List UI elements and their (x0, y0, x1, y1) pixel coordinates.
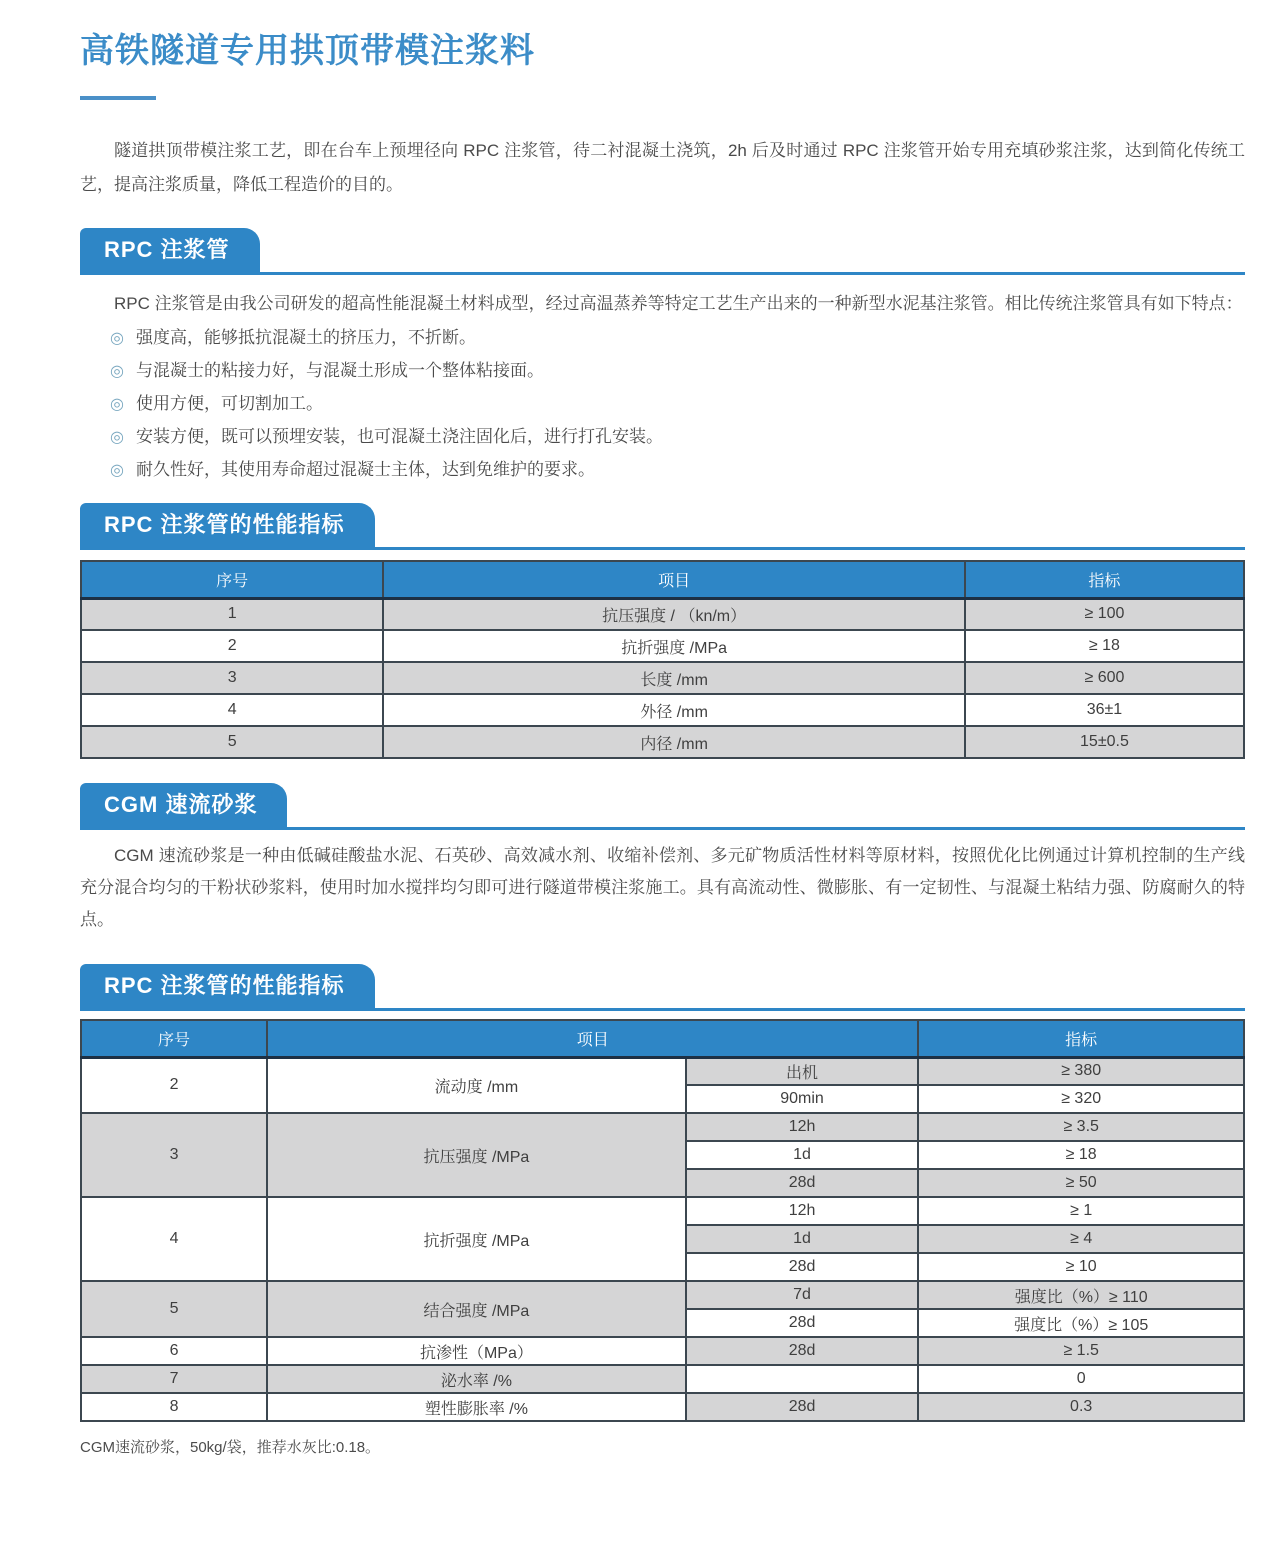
value-cell: ≥ 1 (918, 1197, 1244, 1225)
section-header-rpc-pipe (80, 228, 1245, 275)
value-cell: ≥ 50 (918, 1169, 1244, 1197)
row-number-cell: 2 (81, 1057, 267, 1113)
row-number-cell: 8 (81, 1393, 267, 1421)
value-cell: ≥ 320 (918, 1085, 1244, 1113)
table-row (81, 726, 1244, 758)
table-row (81, 662, 1244, 694)
table-row (81, 1393, 1244, 1421)
feature-text: 与混凝士的粘接力好，与混凝土形成一个整体粘接面。 (135, 361, 544, 380)
condition-cell: 28d (686, 1337, 919, 1365)
condition-cell: 28d (686, 1253, 919, 1281)
table-cell: 长度 /mm (383, 662, 965, 694)
table-cell: 3 (81, 662, 383, 694)
section-tab-cgm-table: RPC 注浆管的性能指标 (80, 964, 375, 1008)
feature-item (110, 388, 1245, 421)
cgm-performance-table-head (81, 1020, 1244, 1057)
footnote: CGM速流砂浆，50kg/袋，推荐水灰比:0.18。 (80, 1439, 381, 1456)
condition-cell: 12h (686, 1197, 919, 1225)
value-cell: ≥ 380 (918, 1057, 1244, 1085)
table-cell: ≥ 18 (965, 630, 1244, 662)
section-header-rpc-table (80, 503, 1245, 550)
table-row (81, 1197, 1244, 1225)
column-header: 指标 (918, 1020, 1244, 1057)
item-cell: 流动度 /mm (267, 1057, 686, 1113)
feature-text: 强度高，能够抵抗混凝土的挤压力，不折断。 (135, 328, 476, 347)
feature-text: 使用方便，可切割加工。 (135, 394, 323, 413)
bullet-icon: ◎ (110, 429, 124, 446)
page-title: 高铁隧道专用拱顶带模注浆料 (80, 32, 535, 70)
table-cell: 2 (81, 630, 383, 662)
cgm-paragraph: CGM 速流砂浆是一种由低碱硅酸盐水泥、石英砂、高效减水剂、收缩补偿剂、多元矿物质活性材料等原材料，按照优化比例通过计算机控制的生产线充分混合均匀的干粉状砂浆料，使用时加水搅拌均匀即可进行隧道带模注浆施工。具有高流动性、微膨胀、有一定韧性、与混凝土粘结力强、防腐耐久的特点。 (80, 846, 1245, 929)
value-cell: 0 (918, 1365, 1244, 1393)
table-row (81, 1281, 1244, 1309)
value-cell: ≥ 3.5 (918, 1113, 1244, 1141)
table-cell: 内径 /mm (383, 726, 965, 758)
condition-cell: 28d (686, 1309, 919, 1337)
item-cell: 塑性膨胀率 /% (267, 1393, 686, 1421)
feature-text: 耐久性好，其使用寿命超过混凝士主体，达到免维护的要求。 (135, 460, 595, 479)
condition-cell: 90min (686, 1085, 919, 1113)
rpc-performance-table-body (81, 598, 1244, 758)
rpc-performance-table (80, 560, 1245, 759)
table-cell: 5 (81, 726, 383, 758)
feature-item (110, 355, 1245, 388)
intro-paragraph: 隧道拱顶带模注浆工艺，即在台车上预埋径向 RPC 注浆管，待二衬混凝土浇筑，2h 后及时通过 RPC 注浆管开始专用充填砂浆注浆，达到简化传统工艺，提高注浆质量，降低工程造价的目的。 (80, 141, 1245, 194)
feature-text: 安装方便，既可以预埋安装，也可混凝土浇注固化后，进行打孔安装。 (135, 427, 663, 446)
cgm-performance-table-body (81, 1057, 1244, 1421)
table-cell: ≥ 100 (965, 598, 1244, 630)
item-cell: 泌水率 /% (267, 1365, 686, 1393)
value-cell: 0.3 (918, 1393, 1244, 1421)
condition-cell: 1d (686, 1141, 919, 1169)
table-row (81, 630, 1244, 662)
item-cell: 抗渗性（MPa） (267, 1337, 686, 1365)
feature-list (110, 322, 1245, 487)
row-number-cell: 3 (81, 1113, 267, 1197)
table-cell: 1 (81, 598, 383, 630)
value-cell: 强度比（%）≥ 110 (918, 1281, 1244, 1309)
section-tab-cgm: CGM 速流砂浆 (80, 783, 287, 827)
feature-item (110, 322, 1245, 355)
section-header-cgm-table (80, 964, 1245, 1011)
value-cell: ≥ 18 (918, 1141, 1244, 1169)
bullet-icon: ◎ (110, 462, 124, 479)
bullet-icon: ◎ (110, 330, 124, 347)
table-row (81, 694, 1244, 726)
header-row (81, 561, 1244, 598)
condition-cell: 28d (686, 1393, 919, 1421)
condition-cell: 7d (686, 1281, 919, 1309)
value-cell: 强度比（%）≥ 105 (918, 1309, 1244, 1337)
table-row (81, 1113, 1244, 1141)
column-header: 序号 (81, 1020, 267, 1057)
value-cell: ≥ 10 (918, 1253, 1244, 1281)
section-header-cgm (80, 783, 1245, 830)
bullet-icon: ◎ (110, 396, 124, 413)
condition-cell: 12h (686, 1113, 919, 1141)
table-cell: 15±0.5 (965, 726, 1244, 758)
item-cell: 结合强度 /MPa (267, 1281, 686, 1337)
item-cell: 抗压强度 /MPa (267, 1113, 686, 1197)
row-number-cell: 7 (81, 1365, 267, 1393)
column-header: 项目 (267, 1020, 918, 1057)
table-cell: ≥ 600 (965, 662, 1244, 694)
item-cell: 抗折强度 /MPa (267, 1197, 686, 1281)
feature-item (110, 421, 1245, 454)
header-row (81, 1020, 1244, 1057)
condition-cell: 出机 (686, 1057, 919, 1085)
value-cell: ≥ 1.5 (918, 1337, 1244, 1365)
section-tab-rpc-pipe: RPC 注浆管 (80, 228, 260, 272)
row-number-cell: 6 (81, 1337, 267, 1365)
table-row (81, 1337, 1244, 1365)
condition-cell: 1d (686, 1225, 919, 1253)
cgm-performance-table (80, 1019, 1245, 1422)
table-cell: 4 (81, 694, 383, 726)
table-cell: 36±1 (965, 694, 1244, 726)
row-number-cell: 4 (81, 1197, 267, 1281)
title-underline (80, 96, 156, 100)
bullet-icon: ◎ (110, 363, 124, 380)
column-header: 序号 (81, 561, 383, 598)
table-cell: 抗折强度 /MPa (383, 630, 965, 662)
column-header: 指标 (965, 561, 1244, 598)
rpc-performance-table-head (81, 561, 1244, 598)
row-number-cell: 5 (81, 1281, 267, 1337)
feature-item (110, 454, 1245, 487)
column-header: 项目 (383, 561, 965, 598)
condition-cell: 28d (686, 1169, 919, 1197)
value-cell: ≥ 4 (918, 1225, 1244, 1253)
section-tab-rpc-table: RPC 注浆管的性能指标 (80, 503, 375, 547)
rpc-pipe-paragraph: RPC 注浆管是由我公司研发的超高性能混凝土材料成型，经过高温蒸养等特定工艺生产出来的一种新型水泥基注浆管。相比传统注浆管具有如下特点： (114, 294, 1243, 313)
table-cell: 抗压强度 / （kn/m） (383, 598, 965, 630)
table-cell: 外径 /mm (383, 694, 965, 726)
table-row (81, 1057, 1244, 1085)
table-row (81, 1365, 1244, 1393)
condition-cell (686, 1365, 919, 1393)
table-row (81, 598, 1244, 630)
